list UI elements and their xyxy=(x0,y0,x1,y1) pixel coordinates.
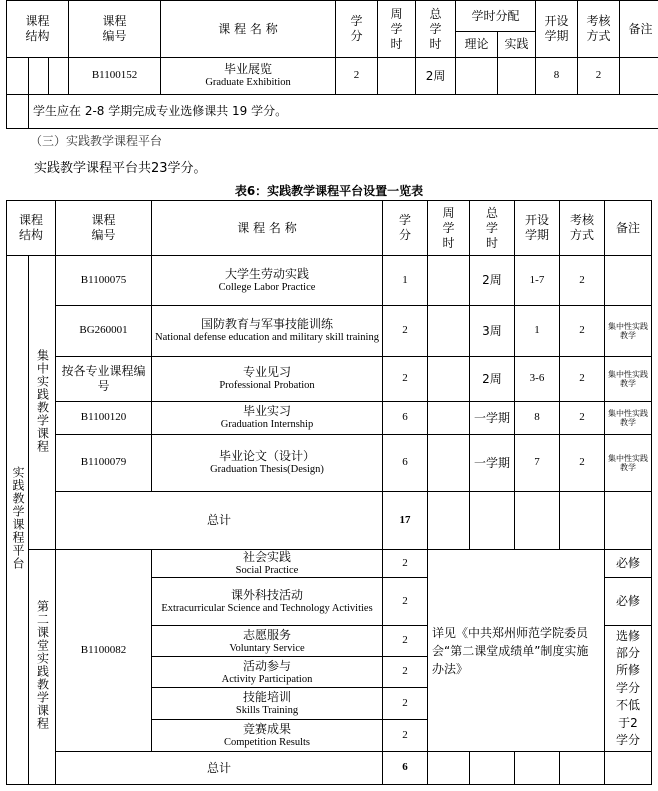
total-hours-cell: 一学期 xyxy=(470,435,515,492)
course-code: 按各专业课程编号 xyxy=(56,357,152,402)
assessment-cell: 2 xyxy=(578,58,620,95)
header-assessment: 考核方式 xyxy=(560,201,605,256)
credit-cell: 2 xyxy=(383,306,428,357)
total-hours-cell: 一学期 xyxy=(470,402,515,435)
credit-cell: 6 xyxy=(383,435,428,492)
weekly-cell xyxy=(378,58,416,95)
credit-cell: 1 xyxy=(383,256,428,306)
remark-elective: 选修部分所修学分不低于2学分 xyxy=(605,626,652,752)
practice-cell xyxy=(498,58,536,95)
course-name: 大学生劳动实践 College Labor Practice xyxy=(152,256,383,306)
empty-cell xyxy=(428,492,470,550)
semester-cell: 1 xyxy=(515,306,560,357)
assessment-cell: 2 xyxy=(560,306,605,357)
semester-cell: 7 xyxy=(515,435,560,492)
credit-cell: 2 xyxy=(383,357,428,402)
header-practice: 实践 xyxy=(498,32,536,58)
header-assessment: 考核方式 xyxy=(578,1,620,58)
empty-cell xyxy=(7,58,29,95)
empty-cell xyxy=(515,492,560,550)
course-name: 毕业实习 Graduation Internship xyxy=(152,402,383,435)
elective-footnote: 学生应在 2-8 学期完成专业选修课共 19 学分。 xyxy=(29,95,658,129)
credit-cell: 6 xyxy=(383,402,428,435)
empty-cell xyxy=(29,58,49,95)
header-code: 课程编号 xyxy=(69,1,161,58)
group1-label: 集中实践教学课程 xyxy=(29,256,56,550)
total-hours-cell: 2周 xyxy=(470,256,515,306)
remark-cell: 集中性实践教学 xyxy=(605,402,652,435)
empty-cell xyxy=(560,752,605,785)
empty-cell xyxy=(515,752,560,785)
course-name: 技能培训 Skills Training xyxy=(152,688,383,720)
table-row xyxy=(7,435,652,492)
course-code: B1100079 xyxy=(56,435,152,492)
empty-cell xyxy=(49,58,69,95)
platform-label: 实践教学课程平台 xyxy=(7,256,29,785)
empty-cell xyxy=(7,95,29,129)
group2-label: 第二课堂实践教学课程 xyxy=(29,550,56,785)
course-name: 活动参与 Activity Participation xyxy=(152,657,383,688)
empty-cell xyxy=(470,492,515,550)
weekly-cell xyxy=(428,357,470,402)
empty-cell xyxy=(428,752,470,785)
course-name: 国防教育与军事技能训练 National defense education and military skill training xyxy=(152,306,383,357)
group1-total-label: 总计 xyxy=(56,492,383,550)
credit-cell: 2 xyxy=(336,58,378,95)
assessment-cell: 2 xyxy=(560,402,605,435)
remark-cell xyxy=(605,256,652,306)
header-weekly-hours: 周学时 xyxy=(428,201,470,256)
semester-cell: 1-7 xyxy=(515,256,560,306)
header-remarks: 备注 xyxy=(605,201,652,256)
group2-note: 详见《中共郑州师范学院委员会“第二课堂成绩单”制度实施办法》 xyxy=(428,550,605,752)
table-row xyxy=(7,402,652,435)
credit-cell: 2 xyxy=(383,550,428,578)
remark-required: 必修 xyxy=(605,550,652,578)
empty-cell xyxy=(470,752,515,785)
header-credit: 学分 xyxy=(383,201,428,256)
section-text: 实践教学课程平台共23学分。 xyxy=(34,161,207,176)
header-weekly-hours: 周学时 xyxy=(378,1,416,58)
section-heading: （三）实践教学课程平台 xyxy=(30,134,163,148)
header-credit: 学分 xyxy=(336,1,378,58)
course-name: 毕业论文（设计） Graduation Thesis(Design) xyxy=(152,435,383,492)
course-code: B1100075 xyxy=(56,256,152,306)
table-row xyxy=(7,256,652,306)
course-name: 专业见习 Professional Probation xyxy=(152,357,383,402)
course-code: B1100152 xyxy=(69,58,161,95)
course-name: 毕业展览 Graduate Exhibition xyxy=(161,58,336,95)
credit-cell: 2 xyxy=(383,657,428,688)
remark-cell xyxy=(620,58,658,95)
group2-total-credit: 6 xyxy=(383,752,428,785)
course-name: 课外科技活动 Extracurricular Science and Technology Activities xyxy=(152,578,383,626)
header-total-hours: 总学时 xyxy=(416,1,456,58)
assessment-cell: 2 xyxy=(560,256,605,306)
credit-cell: 2 xyxy=(383,688,428,720)
semester-cell: 8 xyxy=(515,402,560,435)
course-code: BG260001 xyxy=(56,306,152,357)
table-row xyxy=(7,306,652,357)
remark-cell: 集中性实践教学 xyxy=(605,435,652,492)
course-name: 竞赛成果 Competition Results xyxy=(152,720,383,752)
remark-required: 必修 xyxy=(605,578,652,626)
total-hours-cell: 3周 xyxy=(470,306,515,357)
semester-cell: 3-6 xyxy=(515,357,560,402)
weekly-cell xyxy=(428,306,470,357)
assessment-cell: 2 xyxy=(560,435,605,492)
table-row xyxy=(7,357,652,402)
practice-course-table xyxy=(6,200,652,785)
table-row xyxy=(7,752,652,785)
table-caption: 表6：实践教学课程平台设置一览表 xyxy=(234,184,424,198)
header-remarks: 备注 xyxy=(620,1,658,58)
header-code: 课程编号 xyxy=(56,201,152,256)
credit-cell: 2 xyxy=(383,578,428,626)
weekly-cell xyxy=(428,402,470,435)
empty-cell xyxy=(560,492,605,550)
credit-cell: 2 xyxy=(383,626,428,657)
header-structure: 课程结构 xyxy=(7,201,56,256)
table-row xyxy=(7,550,652,578)
course-code: B1100120 xyxy=(56,402,152,435)
header-hours-split: 学时分配 xyxy=(456,1,536,32)
header-theory: 理论 xyxy=(456,32,498,58)
theory-cell xyxy=(456,58,498,95)
assessment-cell: 2 xyxy=(560,357,605,402)
total-hours-cell: 2周 xyxy=(470,357,515,402)
semester-cell: 8 xyxy=(536,58,578,95)
course-name: 志愿服务 Voluntary Service xyxy=(152,626,383,657)
empty-cell xyxy=(605,492,652,550)
header-semester: 开设学期 xyxy=(515,201,560,256)
header-total-hours: 总学时 xyxy=(470,201,515,256)
header-structure: 课程结构 xyxy=(7,1,69,58)
group1-total-credit: 17 xyxy=(383,492,428,550)
table-row xyxy=(7,492,652,550)
empty-cell xyxy=(605,752,652,785)
remark-cell: 集中性实践教学 xyxy=(605,306,652,357)
header-name: 课 程 名 称 xyxy=(161,1,336,58)
group2-total-label: 总计 xyxy=(56,752,383,785)
elective-course-table xyxy=(6,0,658,129)
credit-cell: 2 xyxy=(383,720,428,752)
remark-cell: 集中性实践教学 xyxy=(605,357,652,402)
header-name: 课 程 名 称 xyxy=(152,201,383,256)
table-row xyxy=(7,58,658,95)
group2-code: B1100082 xyxy=(56,550,152,752)
total-hours-cell: 2周 xyxy=(416,58,456,95)
header-semester: 开设学期 xyxy=(536,1,578,58)
weekly-cell xyxy=(428,256,470,306)
weekly-cell xyxy=(428,435,470,492)
course-name: 社会实践 Social Practice xyxy=(152,550,383,578)
